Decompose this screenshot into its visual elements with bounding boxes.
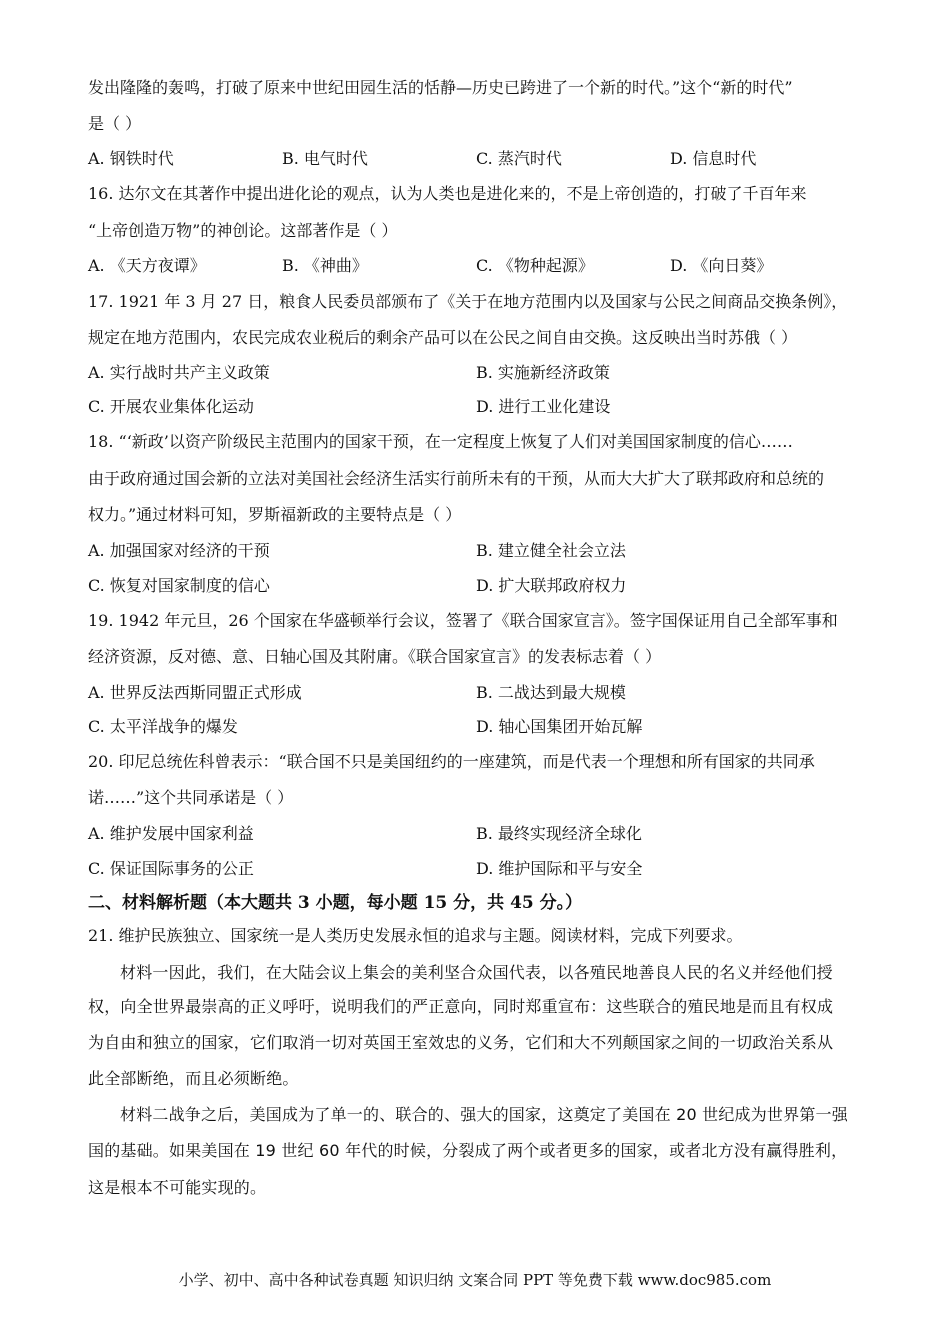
q19-option-c: C. 太平洋战争的爆发	[88, 717, 238, 736]
q18-stem-line-2: 由于政府通过国会新的立法对美国社会经济生活实行前所未有的干预，从而大大扩大了联邦政府和总统的	[88, 469, 825, 488]
q15-option-c: C. 蒸汽时代	[476, 149, 562, 168]
q19-option-d: D. 轴心国集团开始瓦解	[476, 717, 643, 736]
q19-option-b: B. 二战达到最大规模	[476, 683, 626, 702]
q20-option-d: D. 维护国际和平与安全	[476, 859, 643, 878]
q15-stem-line-1: 发出隆隆的轰鸣，打破了原来中世纪田园生活的恬静—历史已跨进了一个新的时代。”这个“新的时代”	[88, 78, 793, 97]
q21-stem: 21. 维护民族独立、国家统一是人类历史发展永恒的追求与主题。阅读材料，完成下列要求。	[88, 926, 743, 945]
q17-stem-line-1: 17. 1921 年 3 月 27 日，粮食人民委员部颁布了《关于在地方范围内以及国家与公民之间商品交换条例》，	[88, 292, 848, 311]
q15-option-d: D. 信息时代	[670, 149, 757, 168]
q21-material-1-line-4: 此全部断绝，而且必须断绝。	[88, 1069, 299, 1088]
q18-option-b: B. 建立健全社会立法	[476, 541, 626, 560]
q21-material-1-line-1: 材料一因此，我们，在大陆会议上集会的美利坚合众国代表，以各殖民地善良人民的名义并经他们授	[120, 963, 833, 982]
q20-option-c: C. 保证国际事务的公正	[88, 859, 254, 878]
q16-option-d: D. 《向日葵》	[670, 256, 773, 275]
q15-stem-line-2: 是（ ）	[88, 114, 142, 133]
q17-option-c: C. 开展农业集体化运动	[88, 397, 254, 416]
q16-stem-line-1: 16. 达尔文在其著作中提出进化论的观点，认为人类也是进化来的，不是上帝创造的，打破了千百年来	[88, 184, 807, 203]
q21-material-2-line-3: 这是根本不可能实现的。	[88, 1178, 267, 1197]
q16-option-c: C. 《物种起源》	[476, 256, 594, 275]
q18-option-d: D. 扩大联邦政府权力	[476, 576, 627, 595]
q19-stem-line-1: 19. 1942 年元旦，26 个国家在华盛顿举行会议，签署了《联合国家宣言》。签字国保证用自己全部军事和	[88, 611, 838, 630]
q16-option-a: A. 《天方夜谭》	[88, 256, 206, 275]
q21-material-1-line-2: 权，向全世界最崇高的正义呼吁，说明我们的严正意向，同时郑重宣布：这些联合的殖民地是而且有权成	[88, 997, 834, 1016]
q18-option-a: A. 加强国家对经济的干预	[88, 541, 270, 560]
q15-option-b: B. 电气时代	[282, 149, 368, 168]
q21-material-2-line-2: 国的基础。如果美国在 19 世纪 60 年代的时候，分裂成了两个或者更多的国家，或者北方没有赢得胜利，	[88, 1141, 848, 1160]
q19-stem-line-2: 经济资源，反对德、意、日轴心国及其附庸。《联合国家宣言》的发表标志着（ ）	[88, 647, 662, 666]
q17-option-a: A. 实行战时共产主义政策	[88, 363, 270, 382]
q18-stem-line-1: 18. “‘新政’以资产阶级民主范围内的国家干预，在一定程度上恢复了人们对美国国家制度的信心……	[88, 432, 793, 451]
q20-option-a: A. 维护发展中国家利益	[88, 824, 254, 843]
q17-option-b: B. 实施新经济政策	[476, 363, 610, 382]
q18-stem-line-3: 权力。”通过材料可知，罗斯福新政的主要特点是（ ）	[88, 505, 462, 524]
q18-option-c: C. 恢复对国家制度的信心	[88, 576, 270, 595]
q17-option-d: D. 进行工业化建设	[476, 397, 611, 416]
q15-option-a: A. 钢铁时代	[88, 149, 174, 168]
q21-material-1-line-3: 为自由和独立的国家，它们取消一切对英国王室效忠的义务，它们和大不列颠国家之间的一切政治关系从	[88, 1033, 834, 1052]
q20-stem-line-1: 20. 印尼总统佐科曾表示：“联合国不只是美国纽约的一座建筑，而是代表一个理想和所有国家的共同承	[88, 752, 815, 771]
section-heading: 二、材料解析题（本大题共 3 小题，每小题 15 分，共 45 分。）	[88, 893, 583, 913]
q16-option-b: B. 《神曲》	[282, 256, 368, 275]
q17-stem-line-2: 规定在地方范围内，农民完成农业税后的剩余产品可以在公民之间自由交换。这反映出当时苏俄（ ）	[88, 328, 798, 347]
q21-material-2-line-1: 材料二战争之后，美国成为了单一的、联合的、强大的国家，这奠定了美国在 20 世纪成为世界第一强	[120, 1105, 848, 1124]
q19-option-a: A. 世界反法西斯同盟正式形成	[88, 683, 302, 702]
q16-stem-line-2: “上帝创造万物”的神创论。这部著作是（ ）	[88, 221, 398, 240]
page-footer: 小学、初中、高中各种试卷真题 知识归纳 文案合同 PPT 等免费下载 www.doc985.com	[178, 1271, 772, 1289]
q20-stem-line-2: 诺……”这个共同承诺是（ ）	[88, 788, 294, 807]
q20-option-b: B. 最终实现经济全球化	[476, 824, 642, 843]
